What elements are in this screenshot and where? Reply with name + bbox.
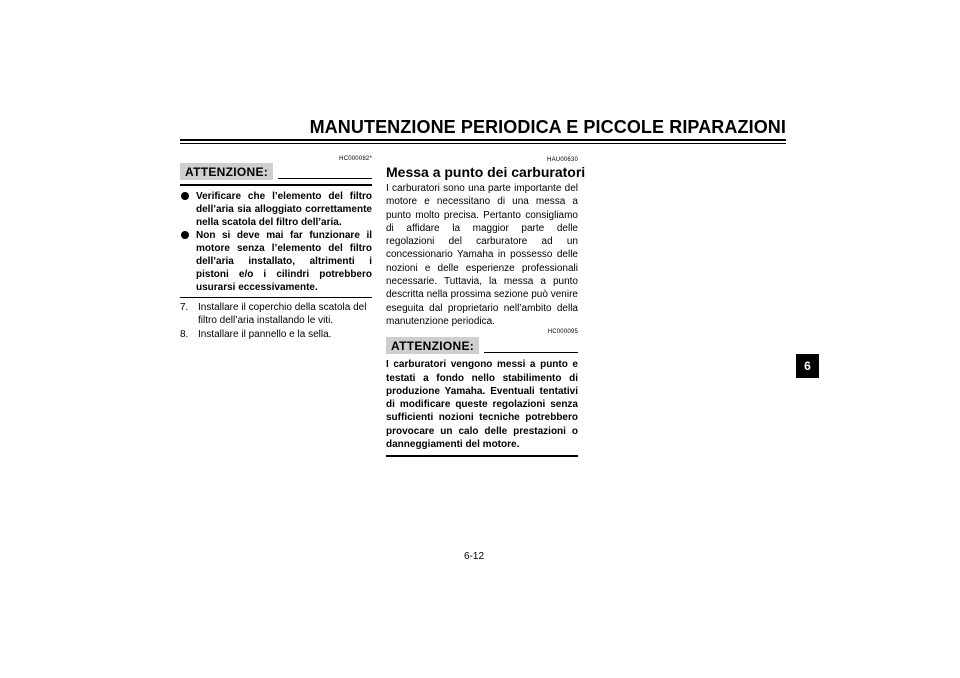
attention-label: ATTENZIONE: <box>180 163 273 180</box>
left-column <box>180 156 372 341</box>
title-rule-thin <box>180 143 786 144</box>
section-body: I carburatori sono una parte importante del motore e necessitano di una messa a punto molto precisa. Pertanto consigliamo di affidare la maggior parte delle regolazioni del carburatore ad un concessionario Yamaha in possesso delle nozioni e delle esperienze professionali necessarie. Tuttavia, la messa a punto descritta nella prossima sezione può venire eseguita dal proprietario nell’ambito della manutenzione periodica. <box>386 183 578 327</box>
warning-code: HC000095 <box>547 329 578 336</box>
attention-bullet-list <box>180 190 372 294</box>
warning-code: HC000082* <box>339 156 372 162</box>
chapter-tab: 6 <box>796 354 819 378</box>
list-item <box>180 190 372 229</box>
section-code: HAU00630 <box>547 157 578 163</box>
attention-bottom-rule <box>386 455 578 457</box>
step-number: 7. <box>180 302 189 313</box>
step-number: 8. <box>180 329 189 340</box>
page-number: 6-12 <box>464 551 485 562</box>
bullet-text: Non si deve mai far funzionare il motore senza l’elemento del filtro dell’aria installato, altrimenti i pistoni e/o i cilindri potrebbero usurarsi eccessivamente. <box>196 229 372 293</box>
bullet-text: Verificare che l’elemento del filtro dell’aria sia alloggiato correttamente nella scatola del filtro dell’aria. <box>196 190 372 228</box>
step-text: Installare il coperchio della scatola del filtro dell’aria installando le viti. <box>198 302 367 326</box>
right-column <box>386 157 586 457</box>
attention-label: ATTENZIONE: <box>386 337 479 354</box>
page-title: MANUTENZIONE PERIODICA E PICCOLE RIPARAZIONI <box>309 117 786 137</box>
attention-header <box>386 337 578 354</box>
bullet-icon <box>181 192 189 200</box>
attention-top-rule <box>180 184 372 186</box>
step-list <box>180 301 372 341</box>
section-title: Messa a punto dei carburatori <box>386 164 586 180</box>
step-text: Installare il pannello e la sella. <box>198 329 332 340</box>
attention-header <box>180 163 372 180</box>
title-rule <box>180 139 786 141</box>
attention-line <box>278 178 372 179</box>
attention-text: I carburatori vengono messi a punto e testati a fondo nello stabilimento di produzione Yamaha. Eventuali tentativi di modificare queste regolazioni senza sufficienti nozioni tecniche potrebbero provocare un calo delle prestazioni o danneggiamenti del motore. <box>386 359 578 451</box>
attention-line <box>484 352 578 353</box>
bullet-icon <box>181 231 189 239</box>
list-item <box>180 328 372 341</box>
list-item <box>180 229 372 294</box>
attention-bottom-rule <box>180 297 372 299</box>
list-item <box>180 301 372 327</box>
